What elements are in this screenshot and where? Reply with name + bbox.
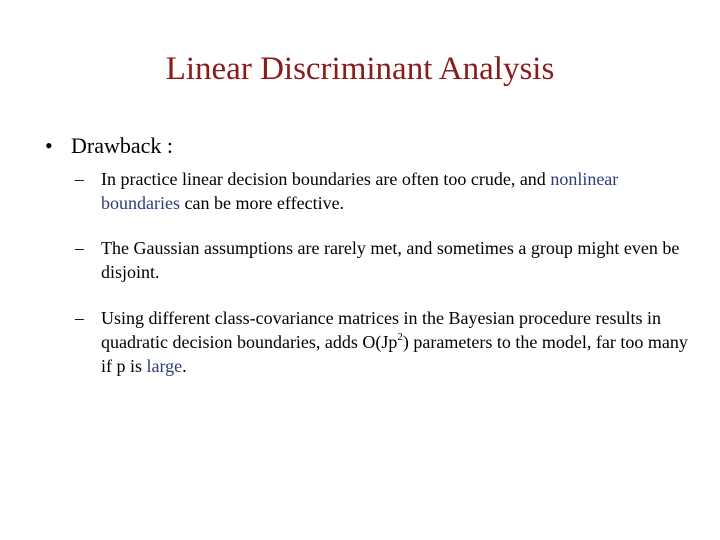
sub-item-text: The Gaussian assumptions are rarely met, and sometimes a group might even be disjoint. [101, 238, 680, 282]
highlight-text: large [146, 356, 183, 376]
text-segment: can be more effective. [179, 193, 345, 213]
sub-item-marker: – [75, 169, 84, 189]
bullet-text: Drawback : [71, 133, 174, 158]
highlight-text: nonlinear boundaries [101, 169, 619, 213]
text-segment: Using different class-covariance matrices in the Bayesian procedure results in quadratic decision boundaries, adds O(Jp [101, 308, 661, 352]
sub-item-1 [75, 167, 695, 215]
sub-item-marker: – [75, 238, 84, 258]
bullet-marker: • [45, 133, 53, 158]
text-segment: . [182, 356, 187, 376]
text-segment: ) parameters to the model, far too many if p is [101, 332, 688, 376]
sub-item-marker: – [75, 308, 84, 328]
text-segment: In practice linear decision boundaries are often too crude, and [101, 169, 551, 189]
bullet-drawback [45, 132, 173, 160]
slide-title: Linear Discriminant Analysis [165, 51, 555, 87]
superscript: 2 [397, 331, 403, 343]
sub-item-3 [75, 306, 695, 378]
sub-item-2 [75, 236, 695, 284]
sub-item-text [101, 306, 695, 378]
sub-item-text [101, 167, 695, 215]
